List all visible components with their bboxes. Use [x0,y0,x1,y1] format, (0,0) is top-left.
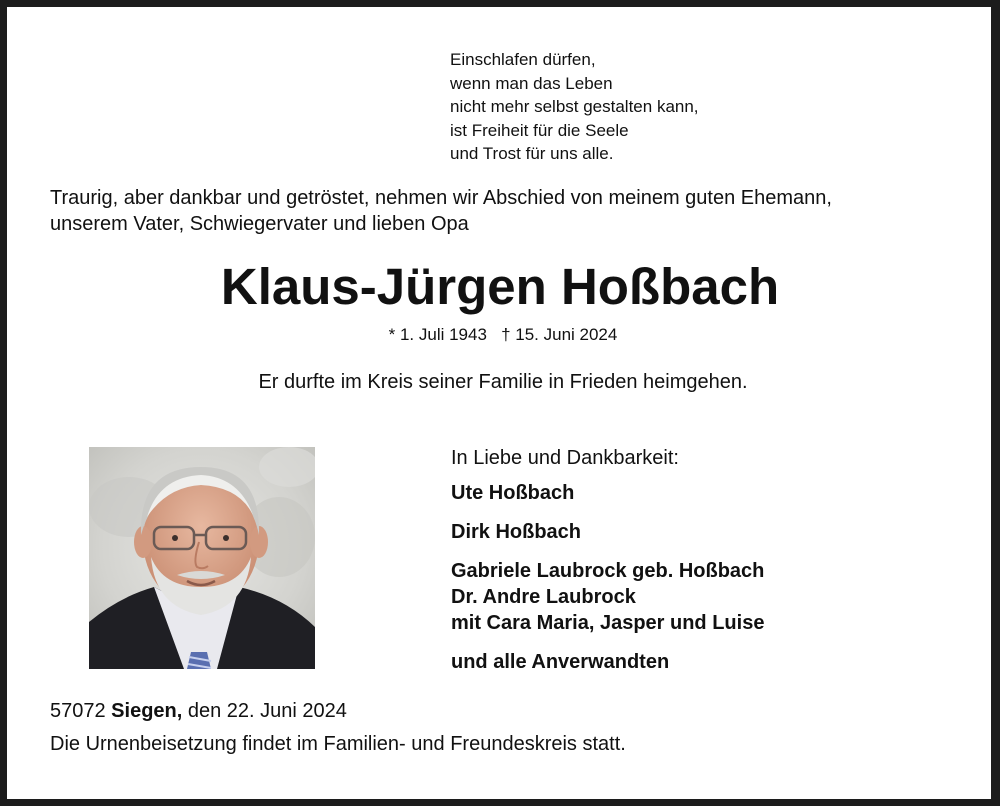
mourner-name: Ute Hoßbach [451,482,575,504]
life-dates: * 1. Juli 1943 † 15. Juni 2024 [388,325,618,344]
farewell-quote: Er durfte im Kreis seiner Familie in Frieden heimgehen. [258,371,748,393]
footer [50,695,626,761]
mourners-closing: und alle Anverwandten [451,651,670,673]
mourners-list [451,445,764,675]
poem-line: und Trost für uns alle. [450,144,614,163]
poem [450,48,699,166]
deceased-name: Klaus-Jürgen Hoßbach [220,258,780,315]
poem-line: Einschlafen dürfen, [450,50,596,69]
portrait-photo [89,447,315,669]
poem-line: nicht mehr selbst gestalten kann, [450,97,699,116]
mourner-name: Gabriele Laubrock geb. Hoßbach [451,560,765,582]
place-date-line [50,695,626,728]
burial-note: Die Urnenbeisetzung findet im Familien- und Freundeskreis statt. [50,733,626,755]
mourners-lead: In Liebe und Dankbarkeit: [451,447,679,469]
mourner-name: Dr. Andre Laubrock [451,586,636,608]
intro-line: Traurig, aber dankbar und getröstet, nehmen wir Abschied von meinem guten Ehemann, [50,187,832,209]
postal-code: 57072 [50,700,112,722]
intro-text [50,185,970,237]
poem-line: wenn man das Leben [450,73,613,93]
mourner-name: mit Cara Maria, Jasper und Luise [451,612,765,634]
city: Siegen, [111,700,183,722]
notice-date: den 22. Juni 2024 [182,700,347,722]
poem-line: ist Freiheit für die Seele [450,120,629,140]
intro-line: unserem Vater, Schwiegervater und lieben Opa [50,213,469,235]
mourner-name: Dirk Hoßbach [451,521,582,543]
